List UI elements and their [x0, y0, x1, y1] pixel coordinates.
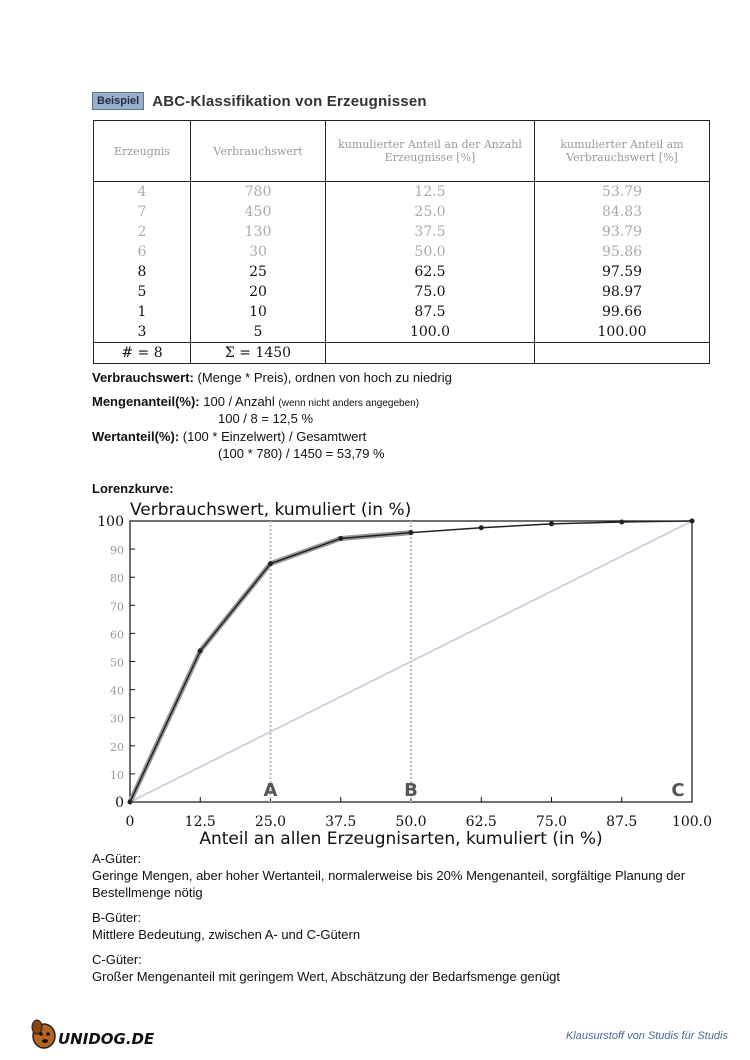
x-tick-label: 37.5: [325, 814, 357, 830]
example-badge: Beispiel: [92, 92, 144, 110]
table-cell: 87.5: [326, 302, 535, 322]
lorenz-point: [268, 561, 273, 566]
table-cell: 450: [191, 202, 326, 222]
lorenz-point: [690, 519, 695, 524]
class-marker-label: A: [263, 780, 278, 801]
mengenanteil-label: Mengenanteil(%):: [92, 394, 200, 409]
lorenz-point: [128, 800, 133, 805]
x-tick-label: 62.5: [465, 814, 497, 830]
wertanteil-text: (100 * Einzelwert) / Gesamtwert: [179, 429, 367, 444]
dog-icon: [28, 1018, 168, 1052]
class-c-description: [92, 951, 712, 985]
x-tick-label: 0: [125, 814, 135, 830]
class-a-text: Geringe Mengen, aber hoher Wertanteil, normalerweise bis 20% Mengenanteil, sorgfältige Planung der Bestellmenge nötig: [92, 868, 686, 900]
table-cell: 12.5: [326, 182, 535, 203]
col-header-mengenanteil: kumulierter Anteil an der Anzahl Erzeugnisse [%]: [326, 121, 535, 182]
y-tick-label: 30: [110, 712, 124, 726]
table-cell: 50.0: [326, 242, 535, 262]
mengenanteil-example: 100 / 8 = 12,5 %: [218, 411, 314, 426]
table-cell: 4: [94, 182, 191, 203]
class-marker-label: B: [404, 780, 418, 801]
table-cell: 6: [94, 242, 191, 262]
table-cell: 95.86: [535, 242, 710, 262]
mengenanteil-text: 100 / Anzahl: [199, 394, 279, 409]
x-tick-label: 75.0: [535, 814, 568, 830]
x-axis-label: Anteil an allen Erzeugnisarten, kumuliert (in %): [199, 829, 603, 849]
table-cell: 8: [94, 262, 191, 282]
class-b-description: [92, 909, 712, 943]
table-cell: 5: [191, 322, 326, 343]
table-cell: 10: [191, 302, 326, 322]
class-c-title: C-Güter:: [92, 952, 142, 967]
y-tick-label: 90: [110, 544, 124, 558]
table-cell: 5: [94, 282, 191, 302]
wertanteil-label: Wertanteil(%):: [92, 429, 180, 444]
y-tick-label: 70: [110, 600, 124, 614]
table-cell: 2: [94, 222, 191, 242]
y-tick-label: 60: [110, 628, 124, 642]
class-marker-label: C: [671, 780, 685, 801]
verbrauchswert-label: Verbrauchswert:: [92, 370, 194, 385]
class-a-description: [92, 850, 712, 901]
class-b-text: Mittlere Bedeutung, zwischen A- und C-Gütern: [92, 927, 361, 942]
table-cell: 7: [94, 202, 191, 222]
lorenz-point: [338, 536, 343, 541]
table-cell: 93.79: [535, 222, 710, 242]
table-cell: 780: [191, 182, 326, 203]
y-tick-label: 20: [110, 740, 124, 754]
table-cell: 100.00: [535, 322, 710, 343]
count-cell: # = 8: [94, 343, 191, 364]
table-cell: 3: [94, 322, 191, 343]
table-cell: 100.0: [326, 322, 535, 343]
y-tick-label: 10: [110, 768, 124, 782]
lorenz-point: [198, 648, 203, 653]
table-cell: 20: [191, 282, 326, 302]
x-tick-label: 12.5: [184, 814, 216, 830]
y-tick-label: 0: [115, 795, 124, 811]
lorenz-label: Lorenzkurve:: [92, 481, 174, 496]
table-cell: 1: [94, 302, 191, 322]
wertanteil-example: (100 * 780) / 1450 = 53,79 %: [218, 446, 385, 461]
table-cell: 99.66: [535, 302, 710, 322]
table-cell: 37.5: [326, 222, 535, 242]
equal-distribution-line: [130, 521, 692, 802]
table-cell: 75.0: [326, 282, 535, 302]
x-tick-label: 25.0: [254, 814, 287, 830]
table-cell: 98.97: [535, 282, 710, 302]
table-cell: 62.5: [326, 262, 535, 282]
class-b-title: B-Güter:: [92, 910, 142, 925]
class-a-title: A-Güter:: [92, 851, 142, 866]
chart-title: Verbrauchswert, kumuliert (in %): [130, 500, 412, 520]
table-cell: 25: [191, 262, 326, 282]
col-header-verbrauchswert: Verbrauchswert: [191, 121, 326, 182]
table-cell: 53.79: [535, 182, 710, 203]
unidog-logo: [28, 1018, 168, 1057]
lorenz-point: [549, 521, 554, 526]
class-c-text: Großer Mengenanteil mit geringem Wert, Abschätzung der Bedarfsmenge genügt: [92, 969, 561, 984]
lorenz-point: [479, 525, 484, 530]
table-cell: 130: [191, 222, 326, 242]
mengenanteil-note: (wenn nicht anders angegeben): [278, 398, 420, 409]
logo-text: UNIDOG.DE: [58, 1030, 155, 1048]
x-tick-label: 50.0: [395, 814, 427, 830]
page-title: ABC-Klassifikation von Erzeugnissen: [152, 92, 427, 110]
lorenz-point: [409, 530, 414, 535]
y-tick-label: 40: [110, 684, 124, 698]
y-tick-label: 100: [97, 514, 124, 530]
y-tick-label: 80: [110, 572, 124, 586]
y-tick-label: 50: [110, 656, 124, 670]
table-cell: 84.83: [535, 202, 710, 222]
table-cell: 97.59: [535, 262, 710, 282]
sum-cell: Σ = 1450: [191, 343, 326, 364]
table-cell: 30: [191, 242, 326, 262]
footer-slogan: Klausurstoff von Studis für Studis: [565, 1030, 728, 1042]
col-header-erzeugnis: Erzeugnis: [94, 121, 191, 182]
x-tick-label: 87.5: [606, 814, 638, 830]
col-header-wertanteil: kumulierter Anteil am Verbrauchswert [%]: [535, 121, 710, 182]
x-tick-label: 100.0: [671, 814, 713, 830]
lorenz-point: [619, 519, 624, 524]
verbrauchswert-text: (Menge * Preis), ordnen von hoch zu niedrig: [193, 370, 452, 385]
table-cell: 25.0: [326, 202, 535, 222]
